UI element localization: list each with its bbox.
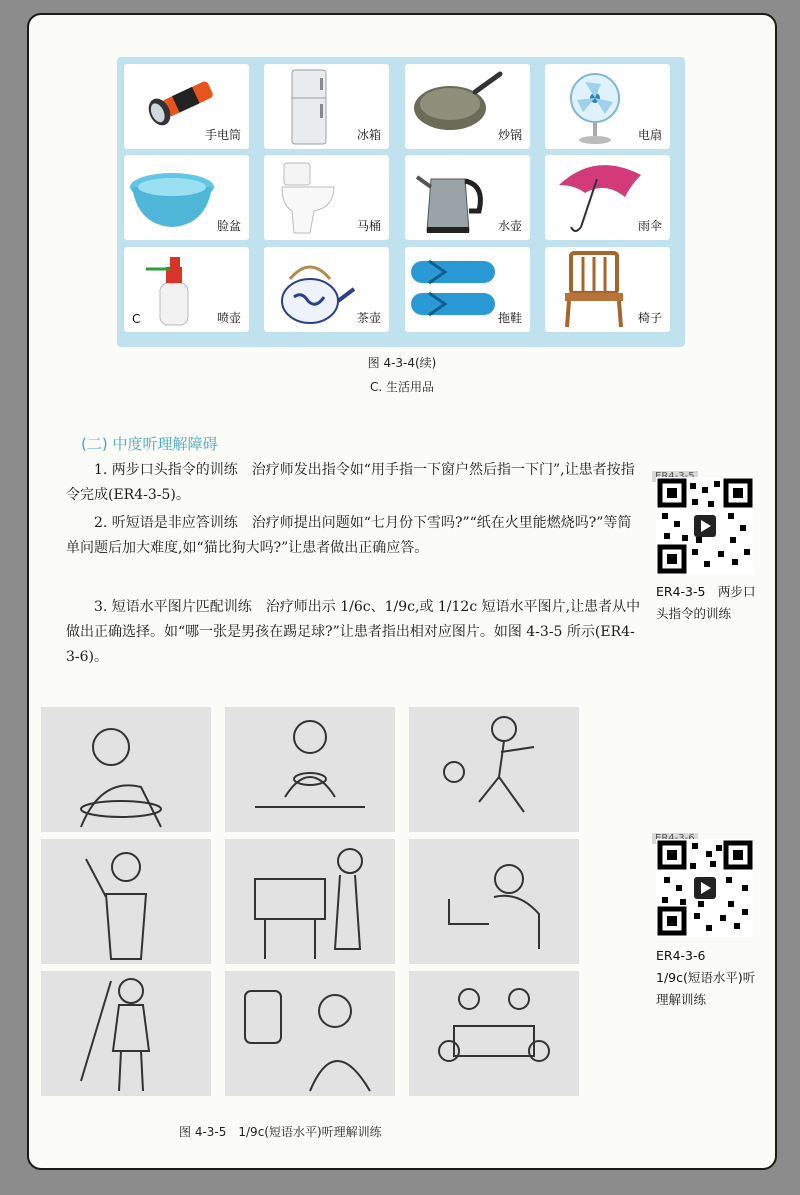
- paragraph-1: 1. 两步口头指令的训练 治疗师发出指令如“用手指一下窗户然后指一下门”,让患者按指令完成(ER4-3-5)。: [66, 462, 635, 503]
- item-label: 炒锅: [497, 128, 522, 142]
- item-basin: [124, 155, 249, 240]
- figure-caption: 图 4-3-4(续): [367, 356, 437, 370]
- item-umbrella: [545, 155, 670, 240]
- item-kettle: [405, 155, 530, 240]
- item-label: 马桶: [356, 219, 381, 233]
- qr-caption: ER4-3-6 1/9c(短语水平)听理解训练: [656, 948, 756, 1007]
- sketch-8: [225, 971, 395, 1096]
- item-wok: [405, 64, 530, 149]
- household-items-figure: [117, 57, 685, 347]
- sketch-5: [225, 839, 395, 964]
- item-label: 拖鞋: [497, 311, 522, 325]
- item-teapot: [264, 247, 389, 332]
- figure-subcaption: C. 生活用品: [369, 380, 434, 394]
- item-flashlight: [124, 64, 249, 149]
- qr-code-er4-3-6[interactable]: [656, 839, 754, 937]
- sketch-9: [409, 971, 579, 1096]
- item-sprayer: [124, 247, 249, 332]
- sketch-6: [409, 839, 579, 964]
- qr-code-icon: [656, 477, 754, 575]
- sketch-7: [41, 971, 211, 1096]
- qr-caption: ER4-3-5 两步口头指令的训练: [656, 584, 756, 621]
- book-page: [27, 13, 777, 1170]
- item-chair: [545, 247, 670, 332]
- item-label: 雨伞: [637, 219, 662, 233]
- paragraph-2: 2. 听短语是非应答训练 治疗师提出问题如“七月份下雪吗?”“纸在火里能燃烧吗?”等简单问题后加大难度,如“猫比狗大吗?”让患者做出正确应答。: [66, 515, 632, 556]
- sketch-1: [41, 707, 211, 832]
- item-label: 冰箱: [356, 128, 381, 142]
- qr-code-er4-3-5[interactable]: [656, 477, 754, 575]
- item-label: 脸盆: [216, 219, 241, 233]
- item-letter: C: [132, 312, 141, 326]
- item-label: 椅子: [637, 311, 662, 325]
- item-fridge: [264, 64, 389, 149]
- qr-code-icon: [656, 839, 754, 937]
- sketch-figure: [41, 707, 581, 1097]
- sketch-3: [409, 707, 579, 832]
- section-title: (二) 中度听理解障碍: [81, 435, 218, 453]
- item-label: 喷壶: [216, 311, 241, 325]
- item-slippers: [405, 247, 530, 332]
- item-toilet: [264, 155, 389, 240]
- paragraph-3: 3. 短语水平图片匹配训练 治疗师出示 1/6c、1/9c,或 1/12c 短语水平图片,让患者从中做出正确选择。如“哪一张是男孩在踢足球?”让患者指出相对应图片。如图 4-3-5 所示(ER4-3-6)。: [66, 599, 641, 665]
- figure-caption-bottom: 图 4-3-5 1/9c(短语水平)听理解训练: [179, 1125, 382, 1139]
- item-label: 手电筒: [204, 128, 241, 142]
- item-label: 茶壶: [356, 311, 381, 325]
- item-label: 电扇: [637, 128, 662, 142]
- sketch-4: [41, 839, 211, 964]
- item-label: 水壶: [497, 219, 522, 233]
- item-fan: [545, 64, 670, 149]
- sketch-2: [225, 707, 395, 832]
